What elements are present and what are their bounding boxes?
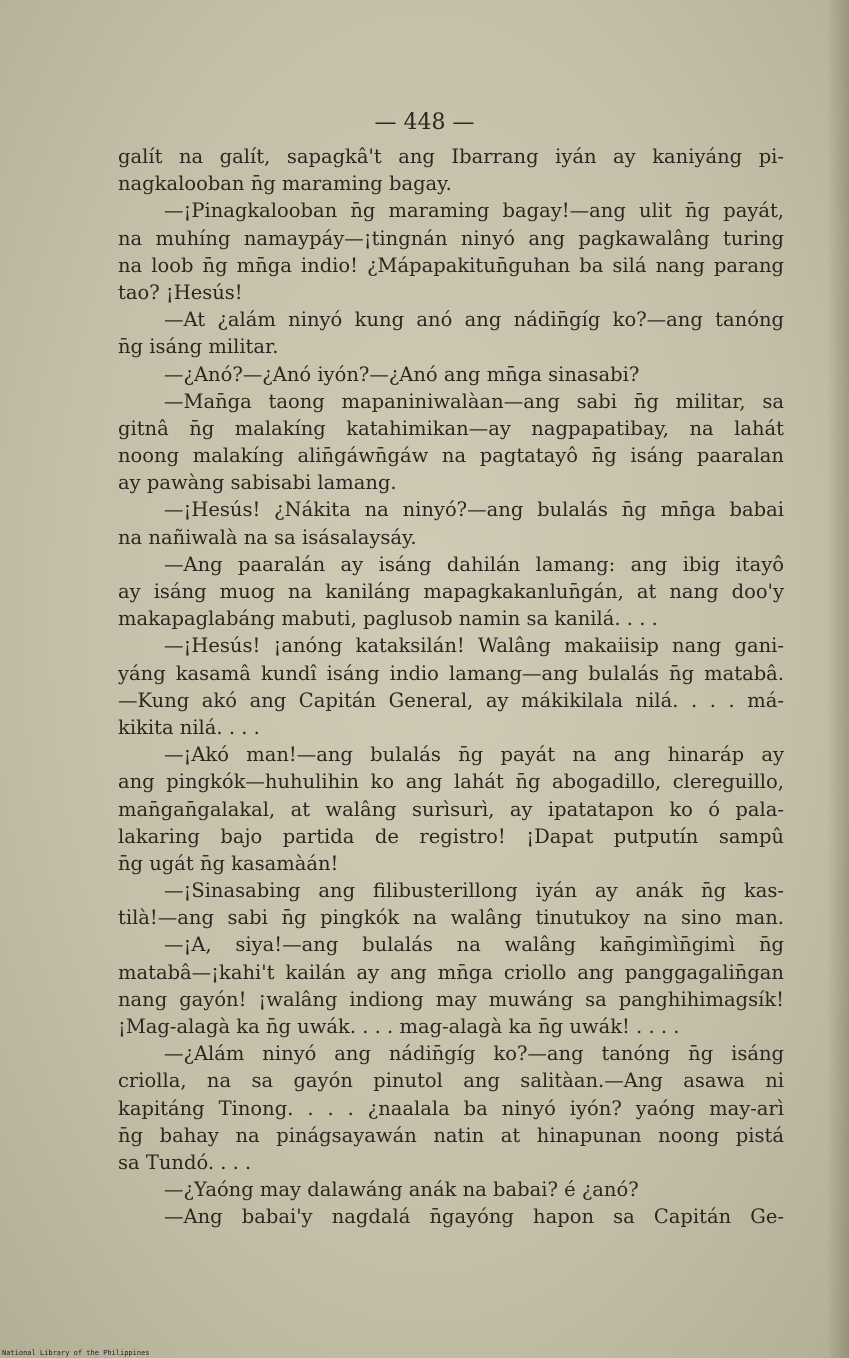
text-line: n̄g isáng militar. — [118, 335, 279, 359]
text-line: ay pawàng sabisabi lamang. — [118, 471, 397, 495]
text-line: ¡Mag-alagà ka n̄g uwák. . . . mag-alagà ka n̄g uwák! . . . . — [118, 1015, 680, 1038]
text-line: kikita nilá. . . . — [118, 715, 260, 739]
text-line: —¡Hesús! ¡anóng kataksilán! Walâng makaiisip nang gani- — [164, 634, 784, 658]
text-line: ang pingkók—huhulihin ko ang lahát n̄g abogadillo, clereguillo, — [118, 770, 784, 794]
text-line: nang gayón! ¡walâng indiong may muwáng sa panghihimagsík! — [118, 987, 784, 1011]
text-line: —¡Pinagkalooban n̄g maraming bagay!—ang ulit n̄g payát, — [164, 199, 784, 223]
text-line: na muhíng namaypáy—¡tingnán ninyó ang pagkawalâng turing — [118, 226, 784, 250]
text-line: —¡Akó man!—ang bulalás n̄g payát na ang hinaráp ay — [164, 743, 784, 767]
text-line: n̄g ugát n̄g kasamàán! — [118, 851, 339, 875]
text-line: —Man̄ga taong mapaniniwalàan—ang sabi n̄g militar, sa — [164, 389, 784, 413]
text-line: na loob n̄g mn̄ga indio! ¿Mápapakitun̄guhan ba silá nang parang — [118, 253, 784, 277]
text-line: —¿Yaóng may dalawáng anák na babai? é ¿anó? — [164, 1178, 639, 1202]
text-line: —¡A, siya!—ang bulalás na walâng kan̄gimìn̄gimì n̄g — [164, 933, 784, 957]
library-footer: National Library of the Philippines — [2, 1349, 150, 1357]
text-line: kapitáng Tinong. . . . ¿naalala ba ninyó iyón? yaóng may-arì — [118, 1096, 784, 1120]
text-line: matabâ—¡kahi't kailán ay ang mn̄ga criollo ang panggagalin̄gan — [118, 960, 784, 984]
text-line: —At ¿alám ninyó kung anó ang nádin̄gíg ko?—ang tanóng — [164, 308, 784, 332]
text-line: —¿Alám ninyó ang nádin̄gíg ko?—ang tanóng n̄g isáng — [164, 1042, 784, 1066]
text-line: nagkalooban n̄g maraming bagay. — [118, 172, 452, 196]
text-line: noong malakíng alin̄gáwn̄gáw na pagtatayô n̄g isáng paaralan — [118, 444, 784, 468]
text-line: makapaglabáng mabuti, paglusob namin sa kanilá. . . . — [118, 607, 658, 631]
text-line: gitnâ n̄g malakíng katahimikan—ay nagpapatibay, na lahát — [118, 416, 784, 440]
text-line: —Ang paaralán ay isáng dahilán lamang: ang ibig itayô — [164, 552, 784, 576]
text-line: —¡Sinasabing ang filibusterillong iyán ay anák n̄g kas- — [164, 879, 784, 903]
text-line: criolla, na sa gayón pinutol ang salitàan.—Ang asawa ni — [118, 1069, 784, 1093]
text-line: man̄gan̄galakal, at walâng surìsurì, ay ipatatapon ko ó pala- — [118, 797, 784, 821]
text-line: sa Tundó. . . . — [118, 1150, 252, 1174]
text-line: na nañiwalà na sa isásalaysáy. — [118, 525, 417, 549]
text-line: tao? ¡Hesús! — [118, 280, 243, 304]
text-line: ay isáng muog na kaniláng mapagkakanlun̄gán, at nang doo'y — [118, 580, 784, 603]
text-line: tilà!—ang sabi n̄g pingkók na walâng tinutukoy na sino man. — [118, 906, 784, 930]
text-line: —¿Anó?—¿Anó iyón?—¿Anó ang mn̄ga sinasabi? — [164, 362, 640, 386]
text-line: lakaring bajo partida de registro! ¡Dapat putputín sampû — [118, 824, 784, 848]
text-line: —Kung akó ang Capitán General, ay mákikilala nilá. . . . má- — [118, 688, 784, 712]
text-body — [118, 143, 784, 1231]
text-line: galít na galít, sapagkâ't ang Ibarrang iyán ay kaniyáng pi- — [118, 145, 784, 168]
text-line: —Ang babai'y nagdalá n̄gayóng hapon sa Capitán Ge- — [164, 1205, 784, 1229]
text-line: —¡Hesús! ¿Nákita na ninyó?—ang bulalás n̄g mn̄ga babai — [164, 498, 784, 522]
text-line: n̄g bahay na pinágsayawán natin at hinapunan noong pistá — [118, 1123, 784, 1147]
page-number: — 448 — — [374, 110, 475, 135]
text-line: yáng kasamâ kundî isáng indio lamang—ang bulalás n̄g matabâ. — [118, 661, 784, 685]
